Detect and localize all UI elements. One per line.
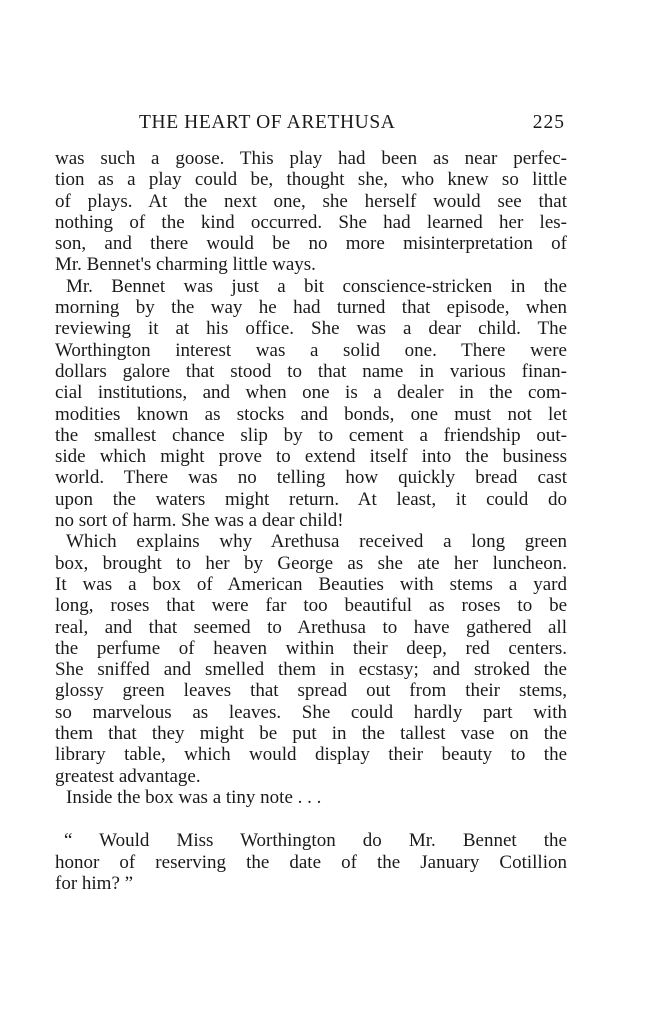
text-line: morning by the way he had turned that episode, when xyxy=(55,297,567,319)
text-line: “ Would Miss Worthington do Mr. Bennet the xyxy=(64,830,567,852)
text-line: modities known as stocks and bonds, one must not let xyxy=(55,403,567,425)
paragraph xyxy=(55,531,567,787)
text-line: Worthington interest was a solid one. There were xyxy=(55,339,567,361)
text-line: box, brought to her by George as she ate her luncheon. xyxy=(55,552,567,574)
paragraph xyxy=(55,148,567,276)
text-line: Which explains why Arethusa received a long green xyxy=(66,531,567,553)
text-line: dollars galore that stood to that name in various finan- xyxy=(55,360,567,382)
text-line: Mr. Bennet was just a bit conscience-stricken in the xyxy=(66,275,567,297)
text-line: so marvelous as leaves. She could hardly part with xyxy=(55,701,567,723)
paragraph-gap xyxy=(55,808,567,830)
text-line: nothing of the kind occurred. She had learned her les- xyxy=(55,211,567,233)
book-page xyxy=(55,112,567,894)
text-line: glossy green leaves that spread out from their stems, xyxy=(55,680,567,702)
text-line: the perfume of heaven within their deep, red centers. xyxy=(55,637,567,659)
text-line: reviewing it at his office. She was a dear child. The xyxy=(55,318,567,340)
text-line: was such a goose. This play had been as near perfec- xyxy=(55,148,567,169)
text-line: the smallest chance slip by to cement a friendship out- xyxy=(55,424,567,446)
text-line: them that they might be put in the tallest vase on the xyxy=(55,723,567,745)
paragraph xyxy=(55,787,567,808)
text-line: of plays. At the next one, she herself would see that xyxy=(55,190,567,212)
text-line: library table, which would display their beauty to the xyxy=(55,744,567,766)
text-line: Inside the box was a tiny note . . . xyxy=(66,786,322,808)
paragraph xyxy=(55,276,567,532)
text-line: long, roses that were far too beautiful as roses to be xyxy=(55,595,567,617)
text-line: It was a box of American Beauties with stems a yard xyxy=(55,573,567,595)
text-line: real, and that seemed to Arethusa to have gathered all xyxy=(55,616,567,638)
text-line: world. There was no telling how quickly bread cast xyxy=(55,467,567,489)
running-title: THE HEART OF ARETHUSA xyxy=(139,112,396,133)
page-number: 225 xyxy=(532,112,565,133)
text-line: tion as a play could be, thought she, who knew so little xyxy=(55,169,567,191)
running-head xyxy=(55,112,567,148)
text-line: side which might prove to extend itself into the business xyxy=(55,446,567,468)
text-line: no sort of harm. She was a dear child! xyxy=(55,510,344,532)
paragraph xyxy=(55,830,567,894)
text-line: son, and there would be no more misinterpretation of xyxy=(55,233,567,255)
text-line: greatest advantage. xyxy=(55,765,201,787)
text-line: for him? ” xyxy=(55,872,134,894)
text-line: Mr. Bennet's charming little ways. xyxy=(55,254,316,276)
text-line: cial institutions, and when one is a dealer in the com- xyxy=(55,382,567,404)
text-line: She sniffed and smelled them in ecstasy; and stroked the xyxy=(55,659,567,681)
text-line: honor of reserving the date of the January Cotillion xyxy=(55,851,567,873)
text-line: upon the waters might return. At least, it could do xyxy=(55,488,567,510)
